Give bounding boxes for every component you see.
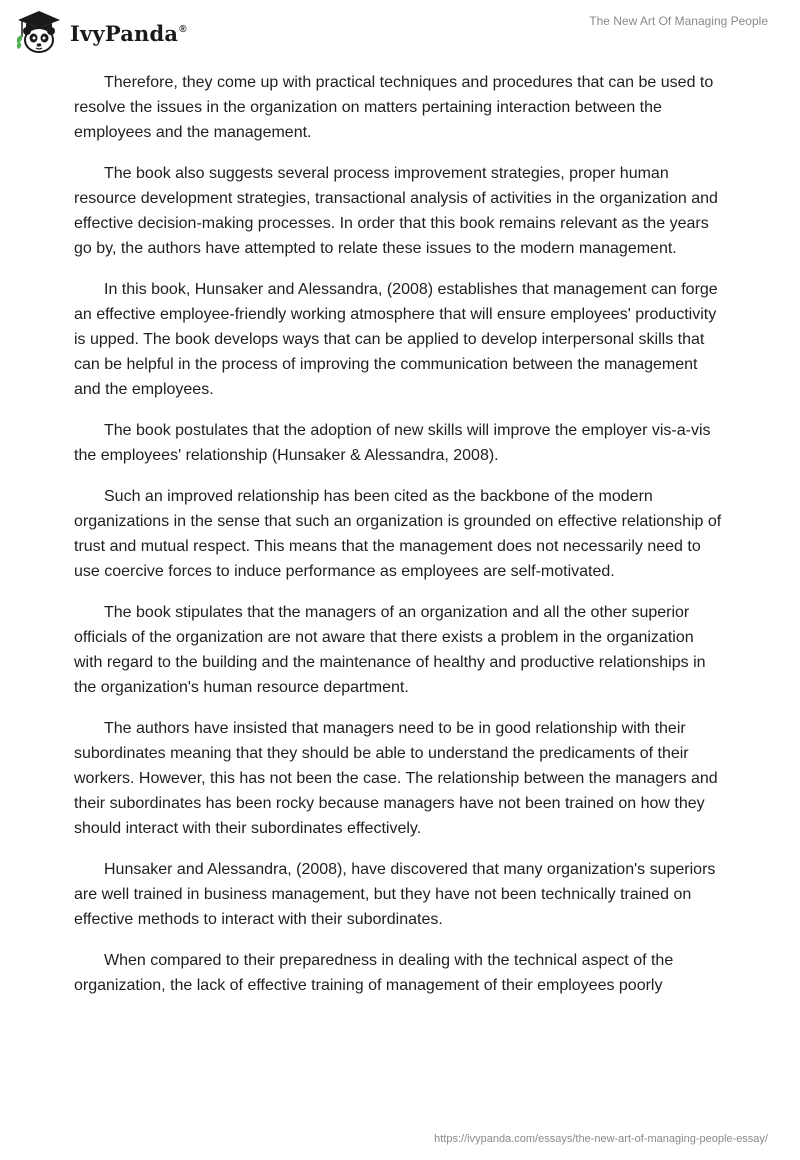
paragraph: The authors have insisted that managers need to be in good relationship with their subordinates meaning that they should be able to understand the predicaments of their workers. However, this has not been the case. The relationship between the managers and their subordinates has been rocky because managers have not been trained on how they should interact with their subordinates effectively. [74,720,718,837]
paragraph: The book stipulates that the managers of an organization and all the other superior officials of the organization are not aware that there exists a problem in the organization with regard to the building and the maintenance of healthy and productive relationships in the organization's human resource department. [74,604,706,696]
ivypanda-logo[interactable] [14,8,187,56]
paragraph: The book postulates that the adoption of new skills will improve the employer vis-a-vis the employees' relationship (Hunsaker & Alessandra, 2008). [74,422,711,464]
document-title: The New Art Of Managing People [589,14,768,28]
paragraph: Therefore, they come up with practical techniques and procedures that can be used to resolve the issues in the organization on matters pertaining interaction between the employees and the management. [74,74,714,141]
page-header [0,0,800,64]
paragraph: Hunsaker and Alessandra, (2008), have discovered that many organization's superiors are well trained in business management, but they have not been technically trained on effective methods to interact with their subordinates. [74,861,716,928]
logo-wordmark: IvyPanda® [70,20,187,46]
paragraph: Such an improved relationship has been cited as the backbone of the modern organizations in the sense that such an organization is grounded on effective relationship of trust and mutual respect. This means that the management does not necessarily need to use coercive forces to induce performance as employees are self-motivated. [74,488,722,580]
paragraph: In this book, Hunsaker and Alessandra, (2008) establishes that management can forge an effective employee-friendly working atmosphere that will ensure employees' productivity is upped. The book develops ways that can be applied to develop interpersonal skills that can be helpful in the process of improving the communication between the management and the employees. [74,281,718,398]
paragraph: When compared to their preparedness in dealing with the technical aspect of the organization, the lack of effective training of management of their employees poorly [74,952,674,994]
source-url-link[interactable]: https://ivypanda.com/essays/the-new-art-of-managing-people-essay/ [434,1133,768,1145]
paragraph: The book also suggests several process improvement strategies, proper human resource development strategies, transactional analysis of activities in the organization and effective decision-making processes. In order that this book remains relevant as the years go by, the authors have attempted to relate these issues to the modern management. [74,165,718,257]
registered-mark: ® [179,23,187,35]
essay-body [74,70,726,1014]
panda-graduation-cap-icon [14,9,64,55]
